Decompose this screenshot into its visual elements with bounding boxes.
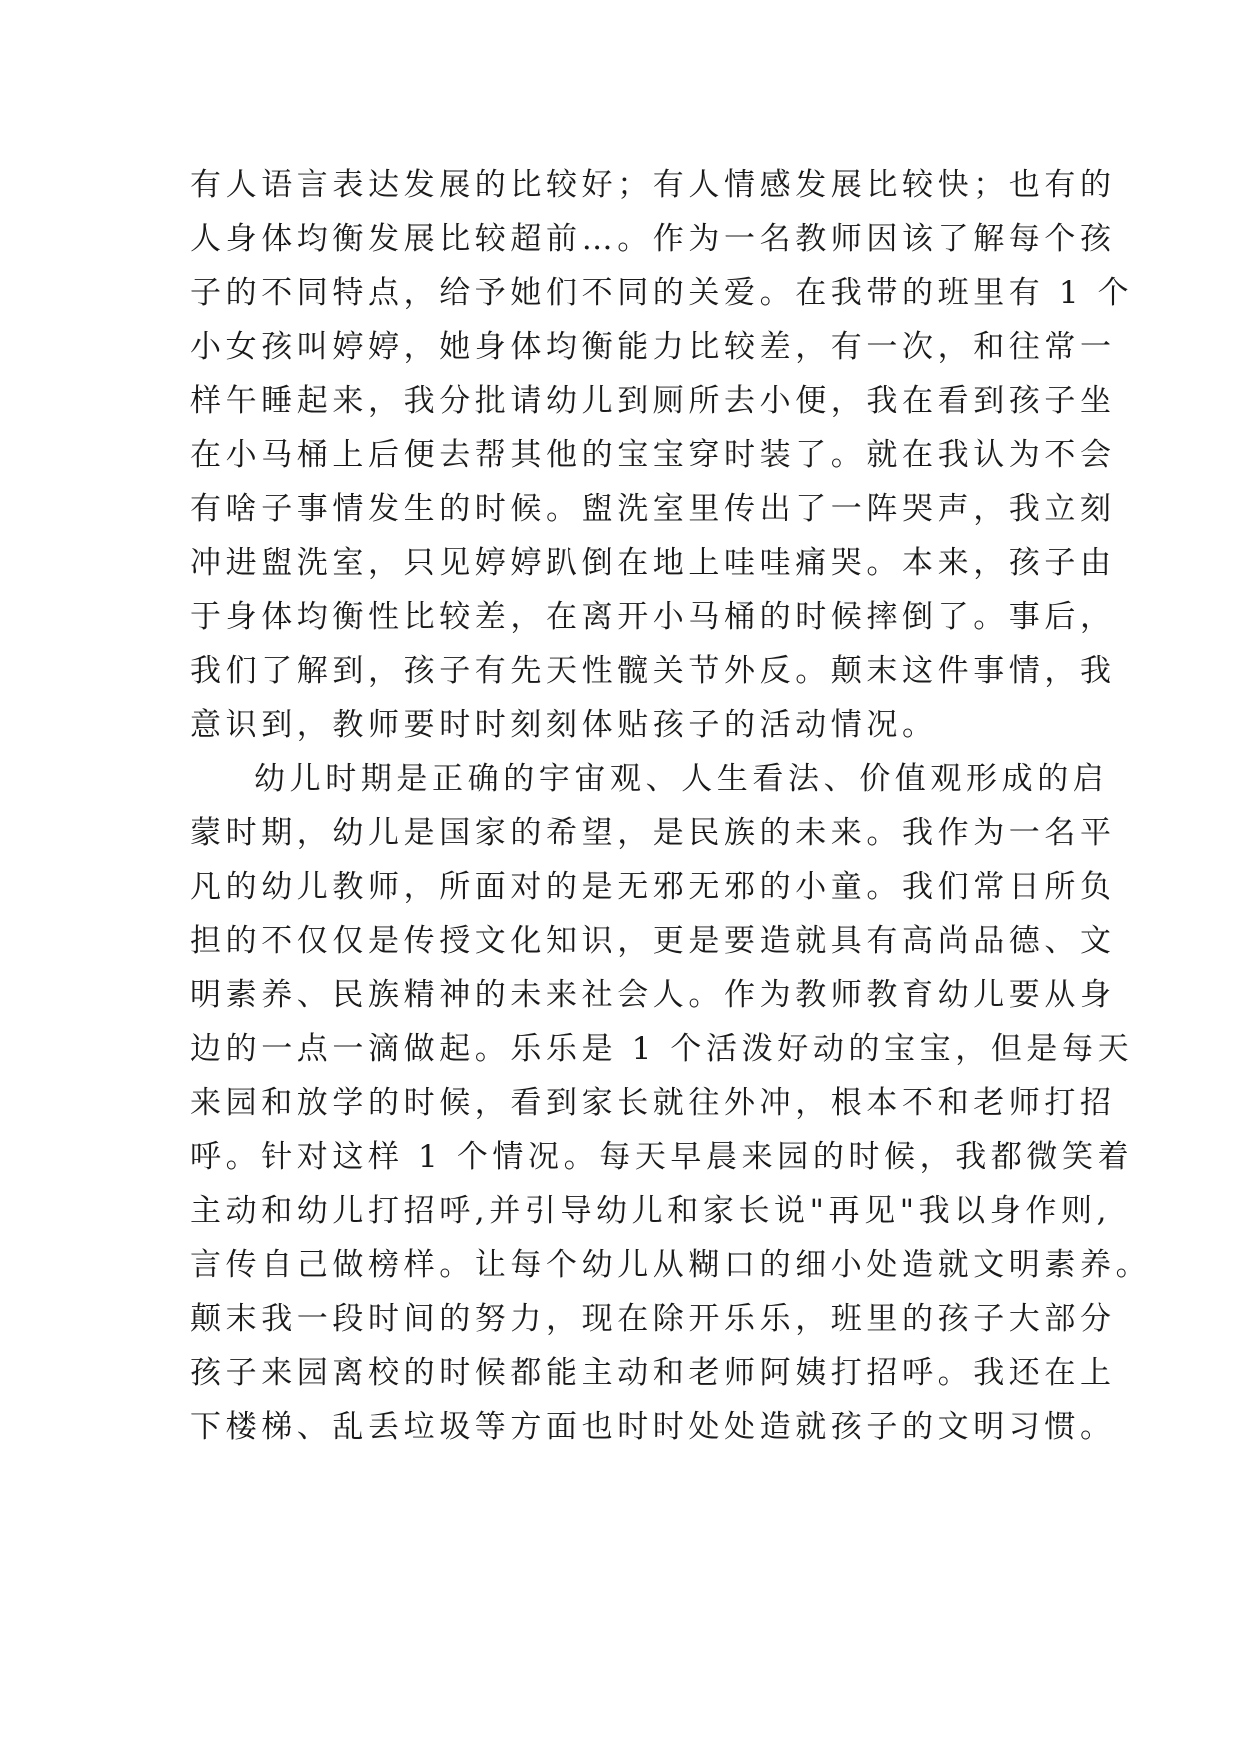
text-line: 冲进盥洗室，只见婷婷趴倒在地上哇哇痛哭。本来，孩子由: [190, 545, 1116, 581]
paragraph-1: [190, 158, 1134, 752]
text-line: 有啥子事情发生的时候。盥洗室里传出了一阵哭声，我立刻: [190, 491, 1116, 527]
paragraph-2: [190, 752, 1152, 1454]
text-line: 小女孩叫婷婷，她身体均衡能力比较差，有一次，和往常一: [190, 329, 1116, 365]
text-line: 孩子来园离校的时候都能主动和老师阿姨打招呼。我还在上: [190, 1355, 1116, 1391]
text-line: 我们了解到，孩子有先天性髋关节外反。颠末这件事情，我: [190, 653, 1116, 689]
text-line: 下楼梯、乱丢垃圾等方面也时时处处造就孩子的文明习惯。: [190, 1409, 1116, 1445]
text-line: 样午睡起来，我分批请幼儿到厕所去小便，我在看到孩子坐: [190, 383, 1116, 419]
text-line: 有人语言表达发展的比较好；有人情感发展比较快；也有的: [190, 167, 1116, 203]
text-line: 子的不同特点，给予她们不同的关爱。在我带的班里有 1 个: [190, 275, 1134, 311]
text-line: 言传自己做榜样。让每个幼儿从糊口的细小处造就文明素养。: [190, 1247, 1152, 1283]
text-line: 人身体均衡发展比较超前…。作为一名教师因该了解每个孩: [190, 221, 1116, 257]
text-line: 意识到，教师要时时刻刻体贴孩子的活动情况。: [190, 707, 938, 743]
text-line: 明素养、民族精神的未来社会人。作为教师教育幼儿要从身: [190, 977, 1116, 1013]
text-line: 凡的幼儿教师，所面对的是无邪无邪的小童。我们常日所负: [190, 869, 1116, 905]
text-line: 于身体均衡性比较差，在离开小马桶的时候摔倒了。事后，: [190, 599, 1116, 635]
text-line: 主动和幼儿打招呼,并引导幼儿和家长说"再见"我以身作则,: [190, 1193, 1112, 1229]
text-line: 担的不仅仅是传授文化知识，更是要造就具有高尚品德、文: [190, 923, 1116, 959]
text-line: 来园和放学的时候，看到家长就往外冲，根本不和老师打招: [190, 1085, 1116, 1121]
text-line: 在小马桶上后便去帮其他的宝宝穿时装了。就在我认为不会: [190, 437, 1116, 473]
text-line: 边的一点一滴做起。乐乐是 1 个活泼好动的宝宝，但是每天: [190, 1031, 1134, 1067]
text-line: 颠末我一段时间的努力，现在除开乐乐，班里的孩子大部分: [190, 1301, 1116, 1337]
text-line: 蒙时期，幼儿是国家的希望，是民族的未来。我作为一名平: [190, 815, 1116, 851]
text-line: 呼。针对这样 1 个情况。每天早晨来园的时候，我都微笑着: [190, 1139, 1134, 1175]
text-line-first: 幼儿时期是正确的宇宙观、人生看法、价值观形成的启: [254, 761, 1109, 797]
body-text: [190, 158, 1152, 1454]
